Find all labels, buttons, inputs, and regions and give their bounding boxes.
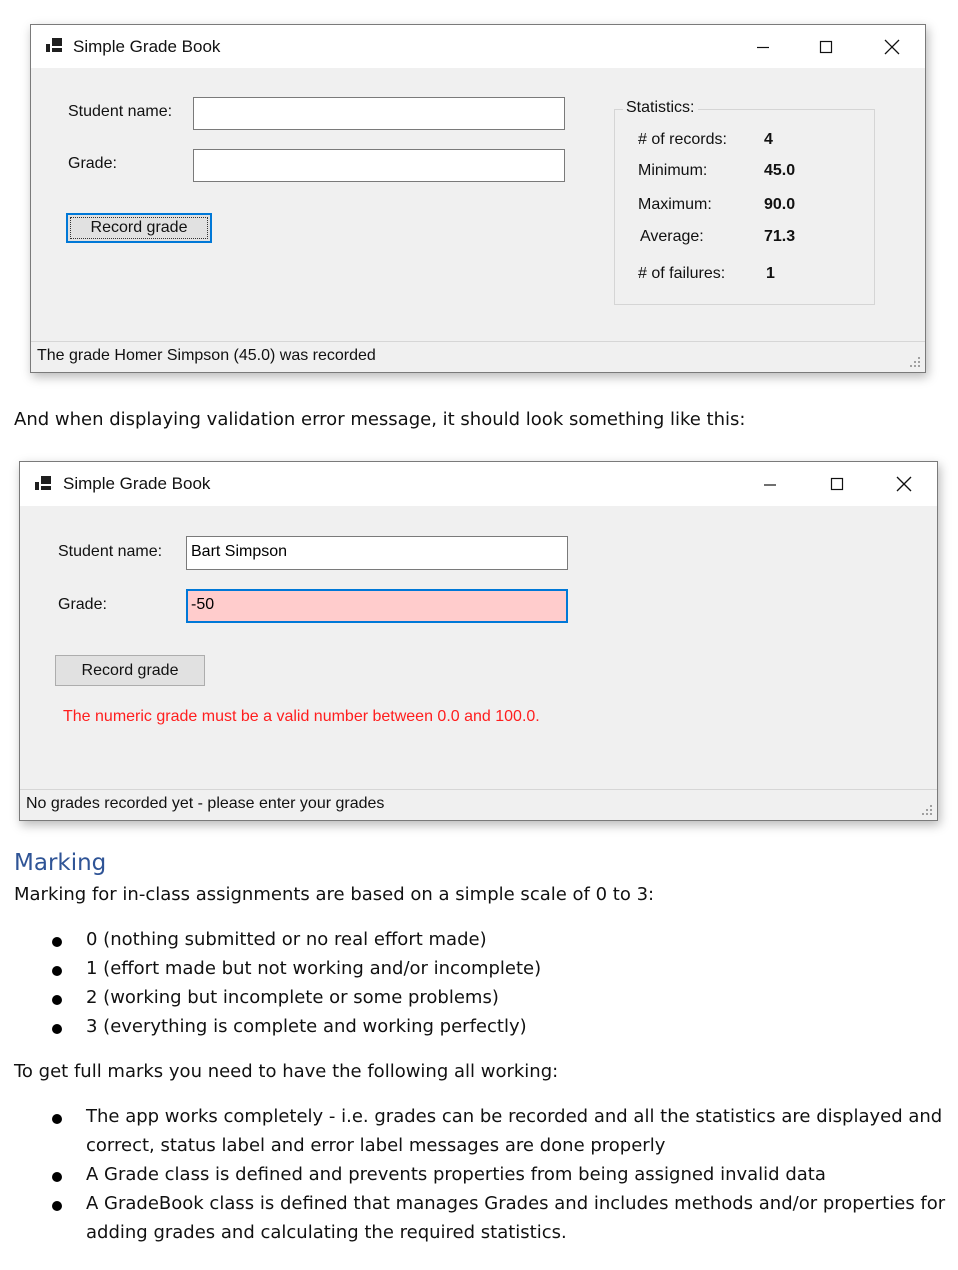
failures-label: # of failures:: [638, 265, 726, 282]
maximize-icon[interactable]: [814, 462, 860, 505]
minimum-value: 45.0: [764, 162, 796, 179]
requirement-item-line: correct, status label and error label messages are done properly: [86, 1135, 666, 1156]
close-icon[interactable]: [881, 462, 927, 505]
grade-label: Grade:: [68, 155, 117, 172]
records-label: # of records:: [638, 131, 727, 148]
scale-item: 3 (everything is complete and working perfectly): [86, 1016, 527, 1037]
record-grade-button[interactable]: Record grade: [66, 213, 212, 243]
title-bar[interactable]: [31, 25, 925, 68]
grade-label: Grade:: [58, 596, 107, 613]
requirement-item-line: A GradeBook class is defined that manages Grades and includes methods and/or properties for: [86, 1193, 946, 1214]
minimize-icon[interactable]: [747, 462, 793, 505]
status-bar: [20, 789, 937, 820]
record-grade-button[interactable]: Record grade: [55, 655, 205, 686]
app-icon: [35, 476, 53, 490]
bullet-icon: [52, 995, 62, 1005]
records-value: 4: [764, 131, 773, 148]
close-icon[interactable]: [869, 25, 915, 68]
student-name-input[interactable]: Bart Simpson: [186, 536, 568, 570]
minimize-icon[interactable]: [740, 25, 786, 68]
average-value: 71.3: [764, 228, 796, 245]
maximum-value: 90.0: [764, 196, 796, 213]
resize-grip-icon[interactable]: [908, 355, 922, 369]
grade-book-window: [30, 24, 926, 373]
grade-book-window-error: [19, 461, 938, 821]
grade-input-invalid[interactable]: -50: [186, 589, 568, 623]
bullet-icon: [52, 937, 62, 947]
window-title: Simple Grade Book: [63, 474, 211, 493]
validation-intro-text: And when displaying validation error message, it should look something like this:: [14, 409, 746, 430]
window-title: Simple Grade Book: [73, 37, 221, 56]
student-name-label: Student name:: [68, 103, 173, 120]
status-bar: [31, 341, 925, 372]
status-label: No grades recorded yet - please enter your grades: [26, 795, 385, 812]
requirement-item-line: A Grade class is defined and prevents properties from being assigned invalid data: [86, 1164, 826, 1185]
scale-item: 2 (working but incomplete or some problems): [86, 987, 499, 1008]
maximize-icon[interactable]: [803, 25, 849, 68]
app-icon: [46, 38, 64, 52]
marking-heading: Marking: [14, 850, 107, 876]
marking-intro: Marking for in-class assignments are based on a simple scale of 0 to 3:: [14, 884, 655, 905]
requirement-item-line: The app works completely - i.e. grades can be recorded and all the statistics are displayed and: [86, 1106, 943, 1127]
error-message-label: The numeric grade must be a valid number between 0.0 and 100.0.: [63, 708, 540, 725]
status-label: The grade Homer Simpson (45.0) was recorded: [37, 347, 376, 364]
statistics-title: Statistics:: [623, 99, 698, 117]
average-label: Average:: [640, 228, 704, 245]
full-marks-intro: To get full marks you need to have the following all working:: [14, 1061, 559, 1082]
bullet-icon: [52, 1172, 62, 1182]
bullet-icon: [52, 1024, 62, 1034]
minimum-label: Minimum:: [638, 162, 708, 179]
resize-grip-icon[interactable]: [920, 803, 934, 817]
scale-item: 1 (effort made but not working and/or incomplete): [86, 958, 542, 979]
title-bar[interactable]: [20, 462, 937, 506]
bullet-icon: [52, 1201, 62, 1211]
grade-input[interactable]: [193, 149, 565, 182]
student-name-label: Student name:: [58, 543, 163, 560]
maximum-label: Maximum:: [638, 196, 712, 213]
bullet-icon: [52, 1114, 62, 1124]
failures-value: 1: [766, 265, 775, 282]
bullet-icon: [52, 966, 62, 976]
requirement-item-line: adding grades and calculating the required statistics.: [86, 1222, 567, 1243]
student-name-input[interactable]: [193, 97, 565, 130]
scale-item: 0 (nothing submitted or no real effort made): [86, 929, 487, 950]
